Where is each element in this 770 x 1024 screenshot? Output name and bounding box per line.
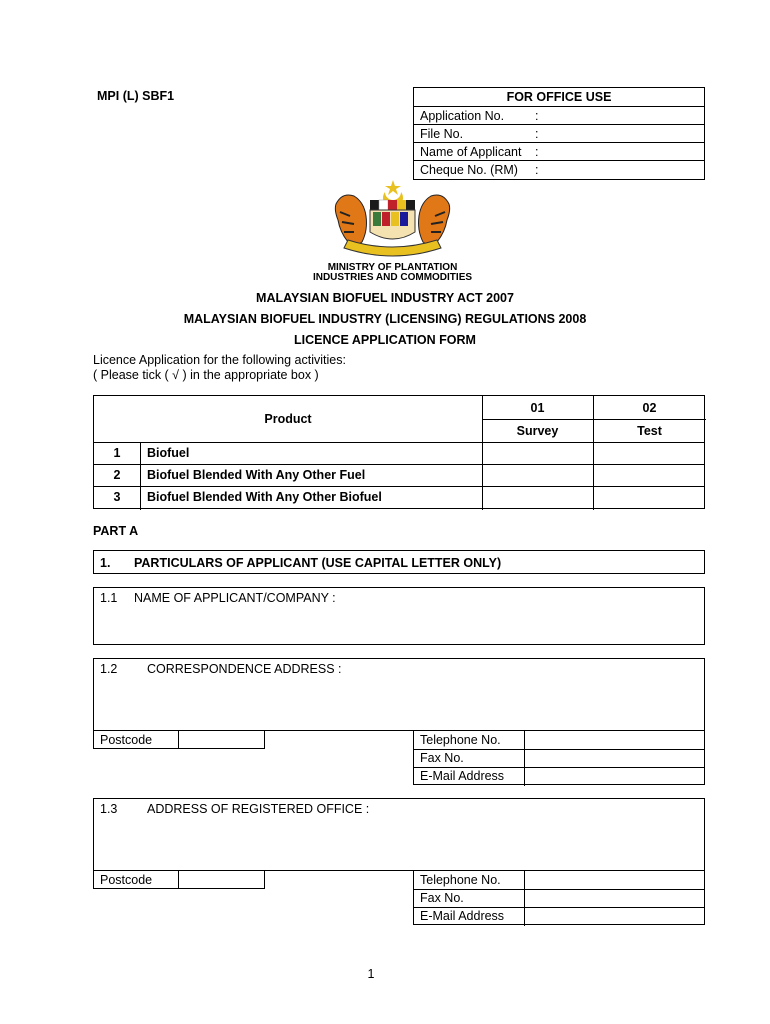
section-1-number: 1. [100, 556, 111, 570]
section-1-header [93, 550, 705, 574]
test-header: Test [637, 424, 662, 438]
product-row-number: 1 [113, 446, 121, 460]
correspondence-contact-table [413, 730, 705, 785]
fax-input-registered[interactable] [525, 890, 705, 907]
email-input-correspondence[interactable] [525, 768, 705, 785]
office-row-sep: : [535, 145, 539, 159]
s12-number: 1.2 [100, 662, 118, 676]
product-row-name: Biofuel [147, 446, 190, 460]
checkbox-blended-fuel-survey[interactable] [483, 465, 593, 486]
regulations-title: MALAYSIAN BIOFUEL INDUSTRY (LICENSING) REGULATIONS 2008 [183, 312, 587, 326]
fax-input-correspondence[interactable] [525, 750, 705, 767]
checkbox-blended-biofuel-test[interactable] [594, 487, 706, 510]
telephone-input-correspondence[interactable] [525, 731, 705, 749]
telephone-label: Telephone No. [420, 733, 501, 747]
survey-header: Survey [516, 424, 559, 438]
s11-label: NAME OF APPLICANT/COMPANY : [134, 591, 336, 605]
s12-label: CORRESPONDENCE ADDRESS : [147, 662, 342, 676]
product-row-name: Biofuel Blended With Any Other Fuel [147, 468, 366, 482]
ministry-name-line1: MINISTRY OF PLANTATION [327, 262, 458, 273]
postcode-label: Postcode [100, 873, 153, 887]
intro-line1: Licence Application for the following activities: [93, 353, 346, 367]
checkbox-blended-fuel-test[interactable] [594, 465, 706, 486]
part-a-label: PART A [93, 524, 139, 538]
act-title: MALAYSIAN BIOFUEL INDUSTRY ACT 2007 [256, 291, 514, 305]
fax-label: Fax No. [420, 891, 464, 905]
fax-label: Fax No. [420, 751, 464, 765]
office-row-label: Cheque No. (RM) [420, 163, 518, 177]
product-row-number: 3 [113, 490, 121, 504]
checkbox-blended-biofuel-survey[interactable] [483, 487, 593, 510]
form-code: MPI (L) SBF1 [97, 89, 175, 103]
telephone-input-registered[interactable] [525, 871, 705, 889]
ministry-name-line2: INDUSTRIES AND COMMODITIES [312, 272, 473, 283]
checkbox-biofuel-survey[interactable] [483, 443, 593, 464]
office-row-sep: : [535, 127, 539, 141]
form-title: LICENCE APPLICATION FORM [294, 333, 476, 347]
section-1-title: PARTICULARS OF APPLICANT (USE CAPITAL LETTER ONLY) [134, 556, 502, 570]
postcode-input-registered[interactable] [178, 870, 265, 889]
registered-contact-table [413, 870, 705, 925]
postcode-input-correspondence[interactable] [178, 730, 265, 749]
office-use-title: FOR OFFICE USE [506, 90, 612, 104]
page-number: 1 [367, 967, 375, 981]
office-row-label: Name of Applicant [420, 145, 522, 159]
test-code: 02 [642, 401, 657, 415]
office-use-box [413, 87, 705, 180]
s11-number: 1.1 [100, 591, 118, 605]
telephone-label: Telephone No. [420, 873, 501, 887]
postcode-label-cell [93, 730, 179, 749]
coat-of-arms-logo [330, 178, 455, 262]
office-row-sep: : [535, 109, 539, 123]
product-header: Product [264, 412, 312, 426]
office-row-label: File No. [420, 127, 464, 141]
s13-number: 1.3 [100, 802, 118, 816]
s13-label: ADDRESS OF REGISTERED OFFICE : [147, 802, 370, 816]
survey-code: 01 [530, 401, 545, 415]
postcode-label: Postcode [100, 733, 153, 747]
office-row-label: Application No. [420, 109, 505, 123]
office-row-sep: : [535, 163, 539, 177]
postcode-label-cell [93, 870, 179, 889]
product-row-name: Biofuel Blended With Any Other Biofuel [147, 490, 382, 504]
applicant-name-field[interactable] [93, 587, 705, 645]
product-row-number: 2 [113, 468, 121, 482]
email-label: E-Mail Address [420, 909, 505, 923]
email-label: E-Mail Address [420, 769, 505, 783]
product-table [93, 395, 705, 509]
correspondence-address-field[interactable] [93, 658, 705, 731]
registered-office-address-field[interactable] [93, 798, 705, 871]
email-input-registered[interactable] [525, 908, 705, 925]
intro-line2: ( Please tick ( √ ) in the appropriate box ) [93, 368, 319, 382]
checkbox-biofuel-test[interactable] [594, 443, 706, 464]
